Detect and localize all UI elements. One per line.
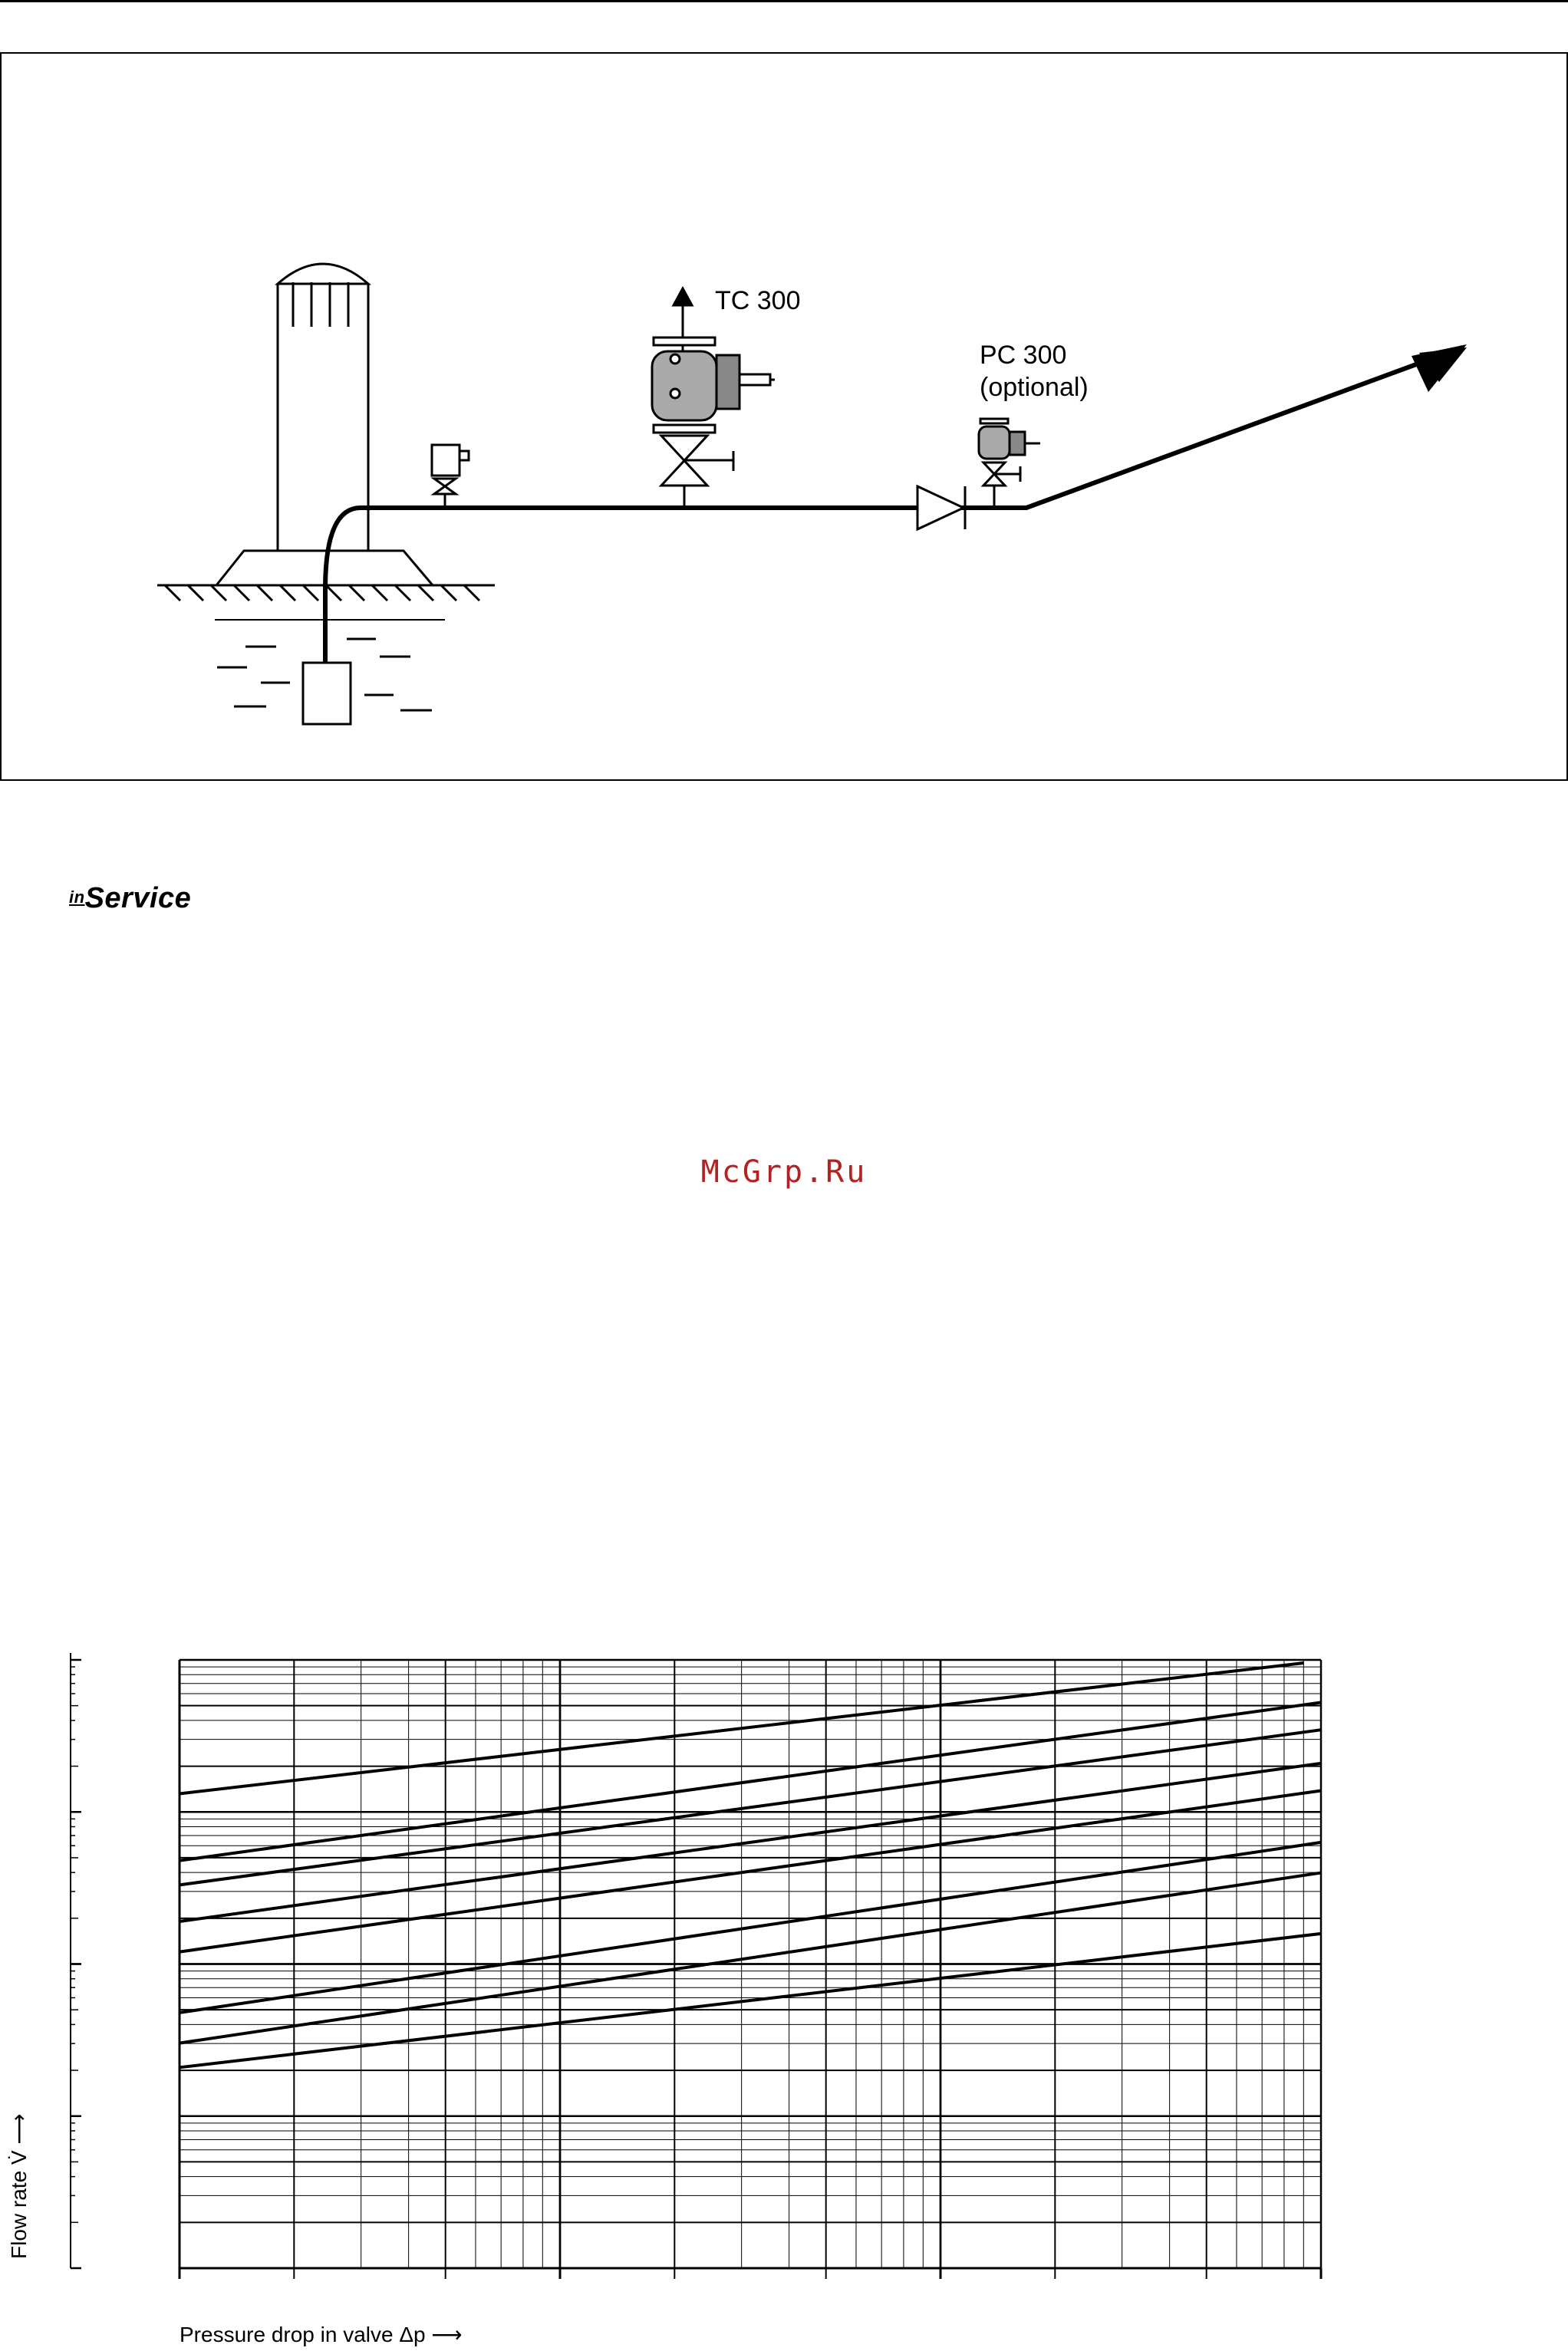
- chart-grid: [180, 1660, 1321, 2268]
- pipe-line: [325, 347, 1462, 663]
- pc300-label: PC 300: [980, 341, 1067, 370]
- pump-icon: [303, 663, 351, 724]
- pc300-optional-label: (optional): [980, 373, 1089, 402]
- y-axis-label-text: Flow rate V̇: [7, 2150, 31, 2259]
- series-line-8: [180, 1934, 1321, 2067]
- brand-logo: [69, 882, 191, 915]
- check-valve-icon: [917, 486, 965, 529]
- brand-name: Service: [84, 882, 192, 914]
- y-axis-arrow-icon: ⟶: [7, 2113, 31, 2145]
- x-axis-label-text: Pressure drop in valve Δp: [180, 2323, 426, 2346]
- solenoid-valve-icon: [432, 445, 469, 508]
- chart-series: [180, 1663, 1321, 2067]
- y-axis-label: [6, 2113, 31, 2259]
- top-rule: [0, 0, 1568, 2]
- watermark: McGrp.Ru: [700, 1154, 868, 1190]
- series-line-3: [180, 1730, 1321, 1885]
- pc300-valve-icon: [979, 419, 1040, 508]
- x-axis-arrow-icon: ⟶: [431, 2323, 463, 2346]
- installation-schematic: [0, 52, 1568, 781]
- tc300-label: TC 300: [715, 286, 801, 315]
- x-axis-label: [180, 2322, 463, 2347]
- brand-prefix: in: [69, 887, 85, 907]
- tc300-valve-icon: [652, 288, 775, 508]
- storage-tank-icon: [216, 264, 433, 585]
- flow-rate-chart: [0, 1641, 1568, 2351]
